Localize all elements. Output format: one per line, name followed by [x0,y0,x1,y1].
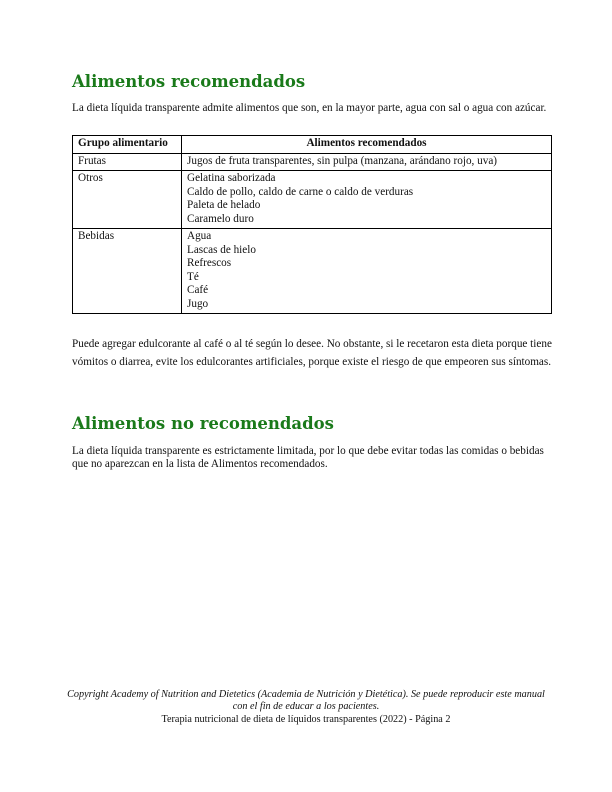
food-item: Café [187,284,209,296]
column-header-foods: Alimentos recomendados [182,136,552,154]
food-item: Gelatina saborizada [187,172,276,184]
food-item: Lascas de hielo [187,243,256,256]
page-label: Terapia nutricional de dieta de líquidos transparentes (2022) - Página 2 [161,713,451,725]
food-item: Caldo de pollo, caldo de carne o caldo de verduras [187,185,414,198]
table-row [73,229,552,314]
food-item: Refrescos [187,257,232,269]
table-row [73,153,552,171]
column-header-group: Grupo alimentario [73,136,182,154]
table-row [73,171,552,229]
food-item: Jugo [187,297,209,310]
foods-cell [182,229,552,314]
group-cell: Bebidas [73,229,182,314]
foods-cell [182,171,552,229]
page-footer [0,689,612,726]
group-cell: Otros [73,171,182,229]
group-cell: Frutas [73,153,182,171]
food-item: Té [187,270,199,283]
section-heading-not-recommended: Alimentos no recomendados [72,414,334,433]
foods-cell [182,153,552,171]
copyright-notice: Copyright Academy of Nutrition and Dietetics (Academia de Nutrición y Dietética). Se puede reproducir este manual con el fin de educar a los pacientes. [67,689,545,713]
not-recommended-paragraph: La dieta líquida transparente es estrictamente limitada, por lo que debe evitar todas las comidas o bebidas que no aparezcan en la lista de Alimentos recomendados. [72,445,544,470]
food-item: Paleta de helado [187,199,261,211]
food-table [72,135,552,314]
table-header-row [73,136,552,154]
food-item: Jugos de fruta transparentes, sin pulpa (manzana, arándano rojo, uva) [187,154,498,167]
food-item: Agua [187,230,212,242]
food-item: Caramelo duro [187,212,254,225]
section-heading-recommended: Alimentos recomendados [72,72,306,91]
intro-paragraph: La dieta líquida transparente admite alimentos que son, en la mayor parte, agua con sal o agua con azúcar. [72,102,547,114]
sweetener-note: Puede agregar edulcorante al café o al té según lo desee. No obstante, si le recetaron esta dieta porque tiene vómitos o diarrea, evite los edulcorantes artificiales, porque existe el riesgo de que empeoren sus síntomas. [72,338,552,368]
